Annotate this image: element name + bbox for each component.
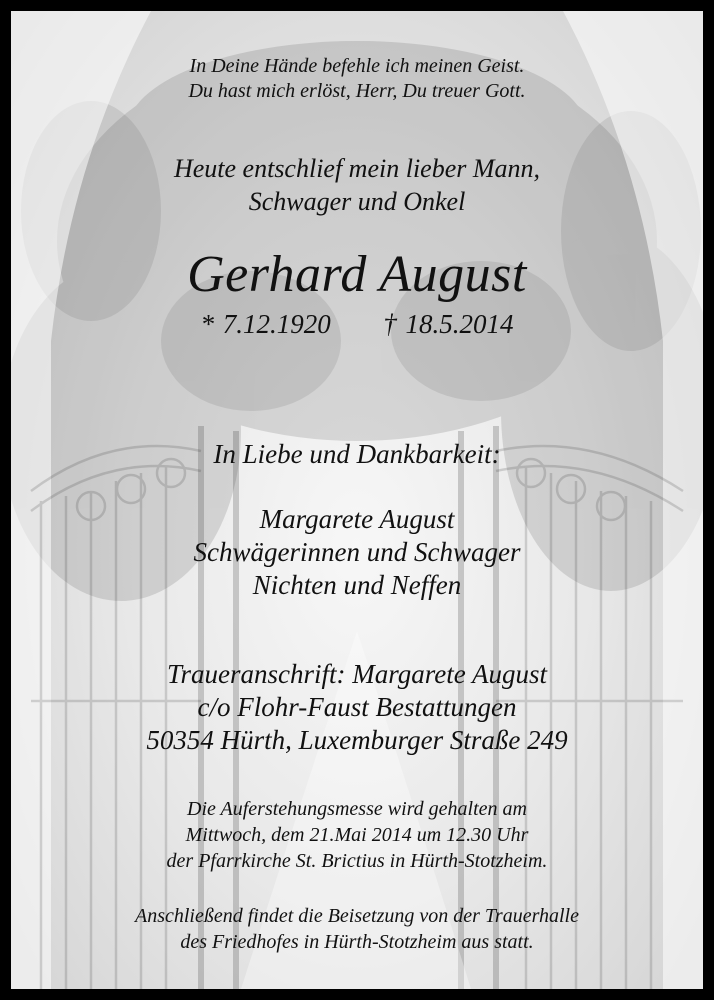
announcement-line-2: Schwager und Onkel: [248, 187, 466, 216]
mourner-line-2: Schwägerinnen und Schwager: [193, 537, 521, 567]
life-dates: * 7.12.1920 † 18.5.2014: [200, 309, 514, 339]
mourner-line-1: Margarete August: [259, 504, 455, 534]
mass-line-3: der Pfarrkirche St. Brictius in Hürth-Stotzheim.: [166, 850, 548, 872]
address-line-3: 50354 Hürth, Luxemburger Straße 249: [146, 725, 568, 755]
mass-line-2: Mittwoch, dem 21.Mai 2014 um 12.30 Uhr: [185, 824, 529, 846]
deceased-name: Gerhard August: [187, 246, 527, 303]
burial-line-1: Anschließend findet die Beisetzung von der Trauerhalle: [134, 905, 579, 927]
verse-line-2: Du hast mich erlöst, Herr, Du treuer Gott.: [188, 80, 526, 102]
mass-line-1: Die Auferstehungsmesse wird gehalten am: [187, 798, 527, 820]
burial-line-2: des Friedhofes in Hürth-Stotzheim aus statt.: [180, 931, 534, 953]
announcement-line-1: Heute entschlief mein lieber Mann,: [173, 154, 541, 183]
address-line-2: c/o Flohr-Faust Bestattungen: [197, 692, 517, 722]
mourner-line-3: Nichten und Neffen: [252, 570, 462, 600]
verse-line-1: In Deine Hände befehle ich meinen Geist.: [189, 55, 525, 77]
address-line-1: Traueranschrift: Margarete August: [166, 659, 547, 689]
mourners-heading: In Liebe und Dankbarkeit:: [213, 439, 501, 469]
